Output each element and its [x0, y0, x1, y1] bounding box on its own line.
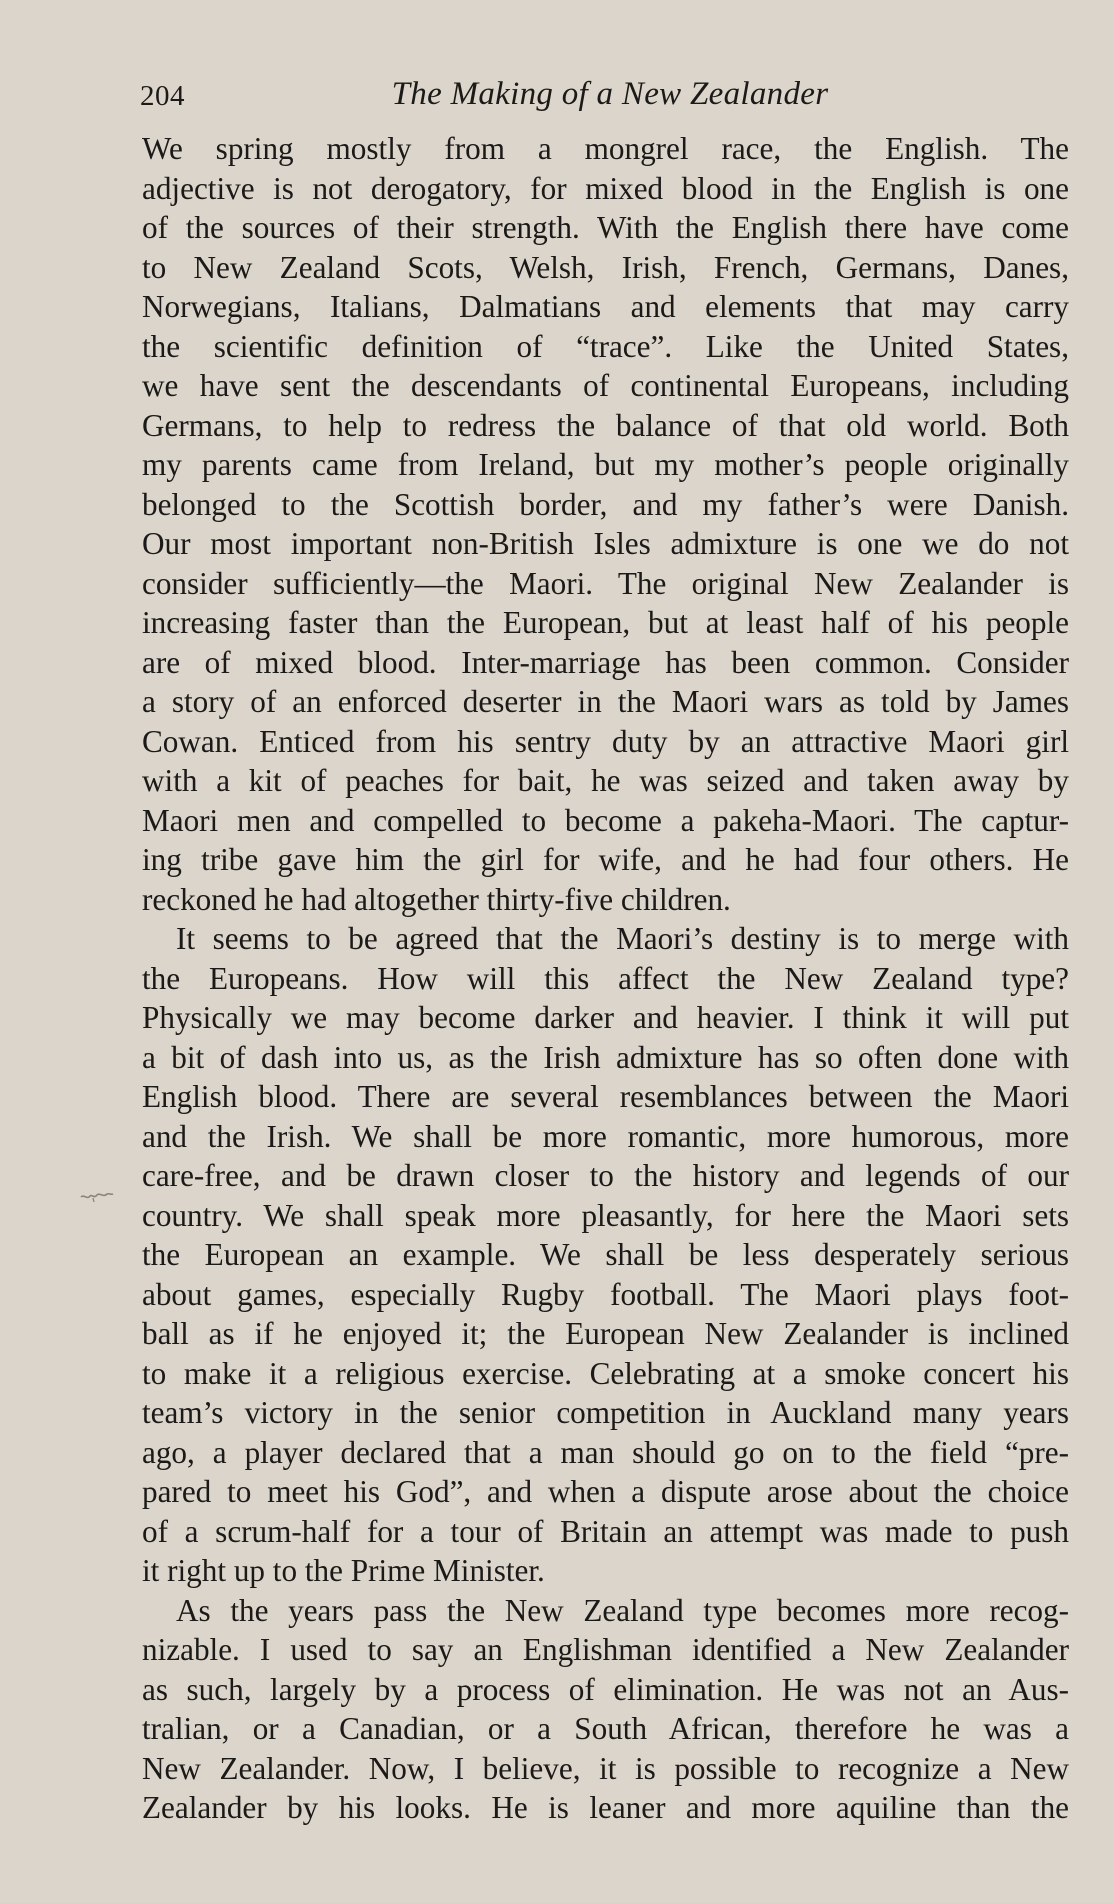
page-number: 204 [140, 80, 185, 112]
text-line: English blood. There are several resemblances between the Maori [142, 1079, 1069, 1114]
text-line: consider sufficiently—the Maori. The original New Zealander is [142, 565, 1069, 601]
text-line: with a kit of peaches for bait, he was seized and taken away by [142, 763, 1069, 798]
text-line: to New Zealand Scots, Welsh, Irish, French, Germans, Danes, [142, 249, 1069, 285]
text-line: the Europeans. How will this affect the New Zealand type? [142, 960, 1069, 996]
text-line: of a scrum-half for a tour of Britain an attempt was made to push [142, 1513, 1069, 1549]
text-line: my parents came from Ireland, but my mother’s people originally [142, 447, 1069, 482]
text-line: adjective is not derogatory, for mixed blood in the English is one [142, 170, 1069, 206]
text-line: We spring mostly from a mongrel race, the English. The [142, 131, 1069, 166]
text-line: Zealander by his looks. He is leaner and more aquiline than the [142, 1790, 1069, 1825]
text-line: the European an example. We shall be less desperately serious [142, 1237, 1069, 1272]
text-line: are of mixed blood. Inter-marriage has been common. Consider [142, 644, 1069, 680]
text-line: ing tribe gave him the girl for wife, and he had four others. He [142, 842, 1069, 877]
text-line: Norwegians, Italians, Dalmatians and elements that may carry [142, 289, 1069, 324]
text-line: It seems to be agreed that the Maori’s destiny is to merge with [176, 921, 1069, 956]
text-line: Maori men and compelled to become a pakeha-Maori. The captur- [142, 802, 1069, 838]
text-line: reckoned he had altogether thirty-five children. [142, 881, 731, 917]
text-line: the scientific definition of “trace”. Like the United States, [142, 328, 1069, 364]
text-line: nizable. I used to say an Englishman identified a New Zealander [142, 1632, 1069, 1667]
text-line: to make it a religious exercise. Celebrating at a smoke concert his [142, 1355, 1069, 1391]
text-line: care-free, and be drawn closer to the history and legends of our [142, 1158, 1069, 1193]
book-title: The Making of a New Zealander [391, 76, 829, 112]
text-line: New Zealander. Now, I believe, it is possible to recognize a New [142, 1750, 1069, 1786]
text-line: Our most important non-British Isles admixture is one we do not [142, 526, 1069, 561]
text-line: ball as if he enjoyed it; the European New Zealander is inclined [142, 1316, 1069, 1351]
text-line: it right up to the Prime Minister. [142, 1553, 545, 1588]
text-line: Germans, to help to redress the balance of that old world. Both [142, 407, 1069, 443]
text-line: ago, a player declared that a man should go on to the field “pre- [142, 1434, 1069, 1470]
text-line: country. We shall speak more pleasantly, for here the Maori sets [142, 1197, 1069, 1233]
text-line: belonged to the Scottish border, and my father’s were Danish. [142, 486, 1069, 522]
text-line: As the years pass the New Zealand type becomes more recog- [176, 1592, 1069, 1628]
text-line: a story of an enforced deserter in the Maori wars as told by James [142, 684, 1069, 719]
text-line: we have sent the descendants of continental Europeans, including [142, 368, 1069, 403]
text-line: Physically we may become darker and heavier. I think it will put [142, 1000, 1069, 1035]
text-line: tralian, or a Canadian, or a South African, therefore he was a [142, 1711, 1069, 1746]
body-text [142, 129, 1069, 1828]
text-line: as such, largely by a process of elimination. He was not an Aus- [142, 1671, 1069, 1707]
running-head [140, 72, 1080, 122]
text-line: about games, especially Rugby football. The Maori plays foot- [142, 1276, 1069, 1312]
text-line: pared to meet his God”, and when a dispute arose about the choice [142, 1474, 1069, 1509]
text-line: a bit of dash into us, as the Irish admixture has so often done with [142, 1039, 1069, 1075]
pencil-mark-icon [80, 1188, 114, 1204]
text-line: and the Irish. We shall be more romantic, more humorous, more [142, 1118, 1069, 1154]
text-line: of the sources of their strength. With the English there have come [142, 210, 1069, 245]
text-line: increasing faster than the European, but at least half of his people [142, 605, 1069, 640]
text-line: Cowan. Enticed from his sentry duty by an attractive Maori girl [142, 723, 1069, 759]
text-line: team’s victory in the senior competition in Auckland many years [142, 1395, 1069, 1430]
